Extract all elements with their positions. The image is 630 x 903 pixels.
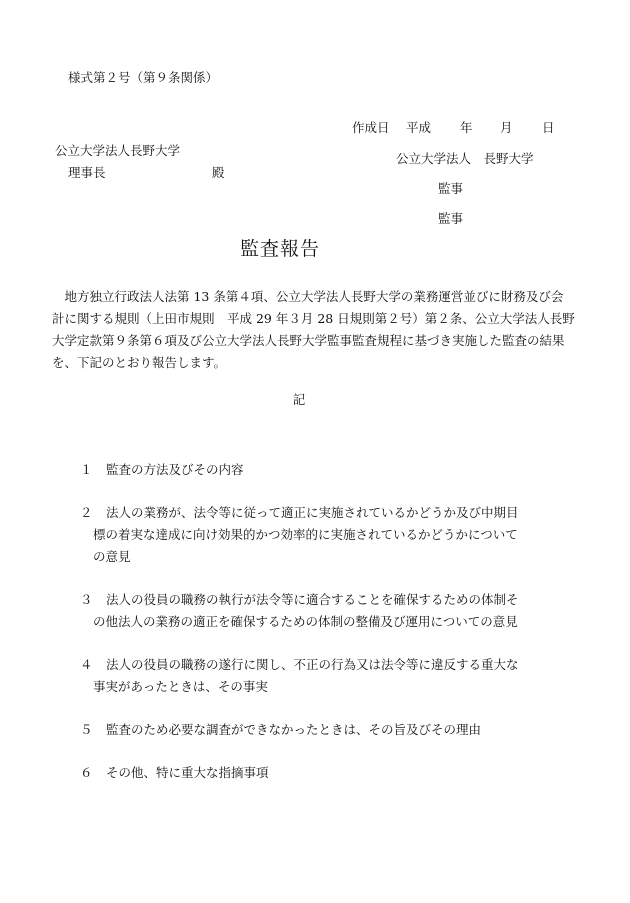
auditor-label-1: 監事 [438, 181, 464, 196]
reporter-organization: 公立大学法人 長野大学 [396, 151, 534, 166]
report-item [80, 502, 580, 568]
item-text: の意見 [93, 549, 131, 564]
item-text: の他法人の業務の適正を確保するための体制の整備及び運用についての意見 [93, 614, 518, 629]
auditor-label-2: 監事 [438, 211, 464, 226]
creation-date [352, 118, 555, 136]
date-year-unit: 年 [460, 120, 473, 135]
addressee-title: 理事長 [68, 165, 106, 180]
item-text: その他、特に重大な指摘事項 [106, 765, 269, 780]
intro-line: を、下記のとおり報告します。 [52, 355, 227, 370]
addressee-organization: 公立大学法人長野大学 [55, 143, 181, 158]
item-text: 法人の業務が、法令等に従って適正に実施されているかどうか及び中期目 [106, 505, 519, 520]
item-text: 事実があったときは、その事実 [93, 679, 268, 694]
item-text: 標の着実な達成に向け効果的かつ効率的に実施されているかどうかについて [93, 527, 518, 542]
report-item [80, 654, 580, 698]
item-number: ２ [80, 505, 93, 520]
date-label: 作成日 [352, 120, 390, 135]
item-number: ４ [80, 657, 93, 672]
report-item [80, 719, 580, 741]
intro-paragraph [52, 286, 600, 374]
intro-line: 地方独立行政法人法第 13 条第４項、公立大学法人長野大学の業務運営並びに財務及び会 [52, 289, 564, 304]
form-number: 様式第２号（第９条関係） [68, 70, 219, 85]
item-number: ６ [80, 765, 93, 780]
item-text: 監査の方法及びその内容 [106, 462, 244, 477]
addressee-honorific: 殿 [212, 165, 225, 180]
intro-line: 大学定款第９条第６項及び公立大学法人長野大学監事監査規程に基づき実施した監査の結果 [52, 333, 565, 348]
date-month-unit: 月 [500, 120, 513, 135]
item-text: 法人の役員の職務の遂行に関し、不正の行為又は法令等に違反する重大な [106, 657, 519, 672]
document-title: 監査報告 [239, 238, 320, 260]
report-item [80, 589, 580, 633]
report-items-list [80, 459, 580, 805]
ki-heading: 記 [292, 392, 306, 407]
item-number: １ [80, 462, 93, 477]
item-text: 法人の役員の職務の執行が法令等に適合することを確保するための体制そ [106, 592, 519, 607]
item-number: ３ [80, 592, 93, 607]
item-number: ５ [80, 722, 93, 737]
date-era: 平成 [406, 120, 432, 135]
date-day-unit: 日 [542, 120, 555, 135]
intro-line: 計に関する規則（上田市規則 平成 29 年３月 28 日規則第２号）第２条、公立大学法人長野 [52, 311, 575, 326]
report-item [80, 762, 580, 784]
item-text: 監査のため必要な調査ができなかったときは、その旨及びその理由 [106, 722, 482, 737]
report-item [80, 459, 580, 481]
